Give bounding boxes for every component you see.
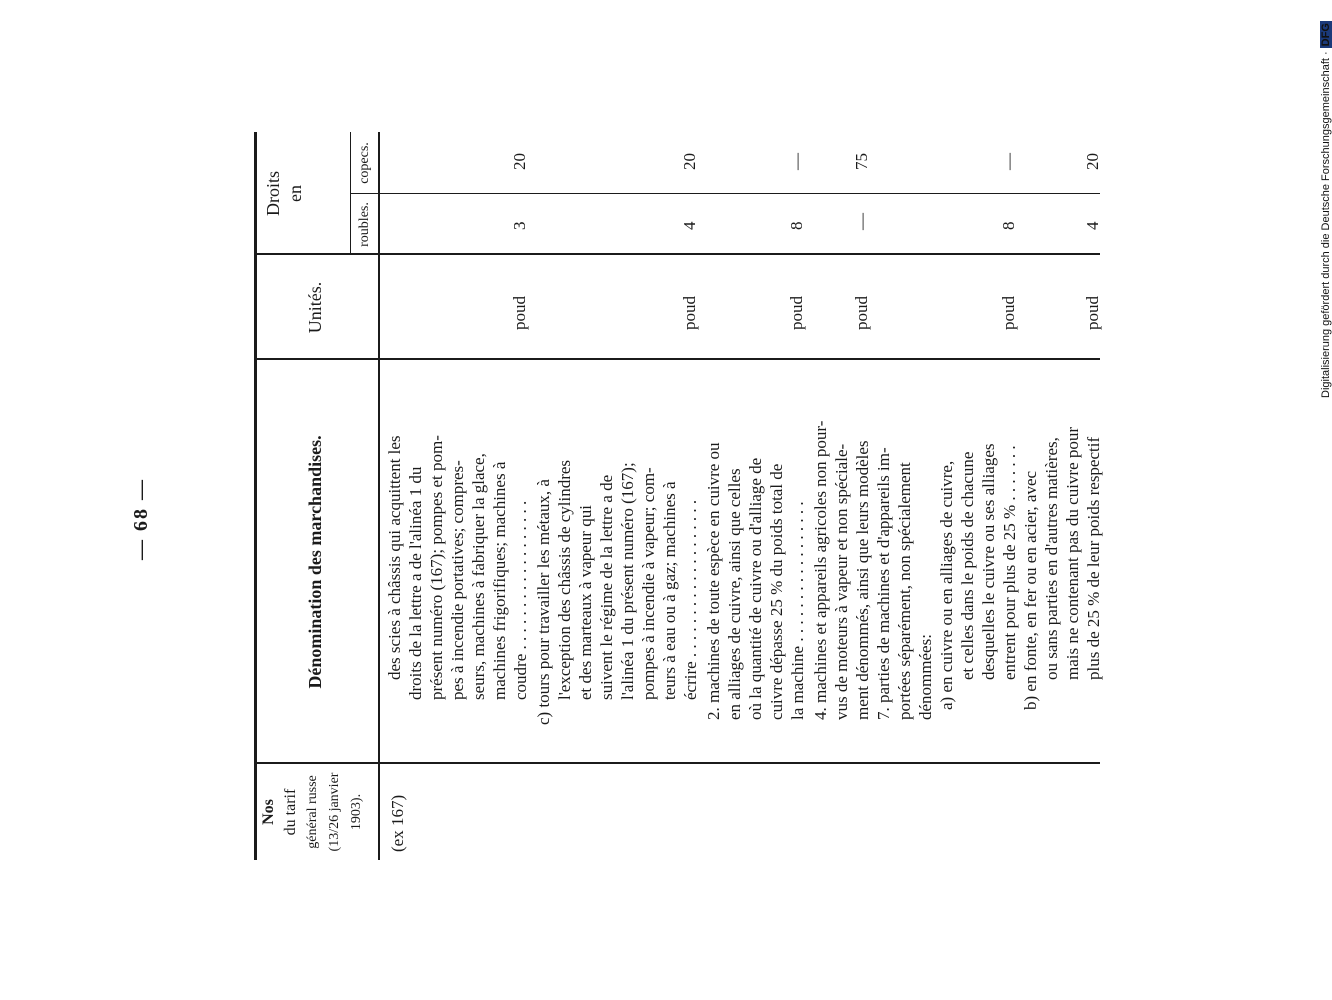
copecs-cell: 20 [1083,153,1102,170]
text-line: ou sans parties en d'autres matières, [1042,437,1061,680]
text-line: la machine . . . . . . . . . . . . . . . . . [788,501,807,720]
header-bottom-rule [378,132,380,860]
text-line: écrire . . . . . . . . . . . . . . . . . . . [681,499,700,700]
copecs-cell: — [999,153,1018,170]
text-line: suivent le régime de la lettre a de [597,474,616,700]
text-line: coudre . . . . . . . . . . . . . . . . . . [511,500,530,700]
text-line: desquelles le cuivre ou ses alliages [979,443,998,680]
roubles-cell: 8 [787,221,806,230]
copecs-cell: 20 [680,153,699,170]
roubles-cell: 8 [999,221,1018,230]
copecs-cell: — [787,153,806,170]
header-roubles: roubles. [357,202,372,247]
header-no-line3: général russe [305,775,320,849]
text-line: l'exception des châssis de cylindres [555,459,574,700]
text-line: présent numéro (167); pompes et pom- [427,435,446,700]
text-line: 4. machines et appareils agricoles non pour- [811,420,830,720]
dfg-logo: DFG [1320,23,1332,47]
header-droits-line2: en [285,185,305,202]
header-unites: Unités. [305,281,325,334]
text-line: et des marteaux à vapeur qui [576,505,595,700]
header-no-line4: (13/26 janvier [327,772,342,852]
unit-cell: poud [787,296,806,330]
text-line: droits de la lettre a de l'alinéa 1 du [406,466,425,700]
header-denomination: Dénomination des marchandises. [305,435,325,689]
copecs-cell: 20 [510,153,529,170]
unit-cell: poud [680,296,699,330]
text-line: machines frigorifiques; machines à [490,461,509,700]
text-line: ment dénommés, ainsi que leurs modèles [853,440,872,720]
col-rule-1 [254,762,1100,764]
text-line: 2. machines de toute espèce en cuivre ou [704,442,723,720]
text-line: où la quantité de cuivre ou d'alliage de [746,457,765,720]
header-tarif-number [258,764,368,860]
unit-cell: poud [510,296,529,330]
digitization-credit [1308,8,1332,398]
col-rule-2 [254,358,1100,360]
text-line: l'alinéa 1 du présent numéro (167); [618,462,637,700]
text-line: pes à incendie portatives; compres- [448,460,467,700]
page-number: — 68 — [130,478,152,560]
text-line: dénommées: [916,634,935,720]
header-droits [262,132,306,255]
text-line: b) en fonte, en fer ou en acier, avec [1021,470,1040,710]
text-line: 7. parties de machines et d'appareils im- [874,447,893,720]
text-line: entrent pour plus de 25 % . . . . . . . [1000,445,1019,680]
tariff-number: (ex 167) [388,794,407,852]
copecs-cell: 75 [852,153,871,170]
header-no-line5: 1903). [349,793,364,831]
header-no-line1: Nos [260,799,277,825]
roubles-cell: 4 [680,221,699,230]
credit-text: Digitalisierung gefördert durch die Deutsche Forschungsgemeinschaft · [1320,51,1332,398]
text-line: a) en cuivre ou en alliages de cuivre, [937,460,956,710]
roubles-cell: — [852,213,871,230]
text-line: portées séparément, non spécialement [895,462,914,720]
header-droits-line1: Droits [263,171,283,216]
unit-cell: poud [999,296,1018,330]
text-line: plus de 25 % de leur poids respectif [1084,436,1103,680]
header-copecs: copecs. [357,142,372,184]
roubles-cell: 4 [1083,221,1102,230]
text-line: teurs à eau ou à gaz; machines à [660,481,679,700]
text-line: pompes à incendie à vapeur; com- [639,467,658,700]
unit-cell: poud [1083,296,1102,330]
text-line: vus de moteurs à vapeur et non spéciale- [832,443,851,720]
text-line: en alliages de cuivre, ainsi que celles [725,468,744,720]
text-line: seurs, machines à fabriquer la glace, [469,453,488,700]
col-rule-3 [254,253,1100,255]
table-top-rule [254,132,257,860]
roubles-cell: 3 [510,221,529,230]
unit-cell: poud [852,296,871,330]
text-line: cuivre dépasse 25 % du poids total de [767,463,786,720]
credit-text-wrapper [1320,21,1332,398]
text-line: des scies à châssis qui acquittent les [385,435,404,680]
header-no-line2: du tarif [282,788,299,836]
text-line: mais ne contenant pas du cuivre pour [1063,426,1082,680]
text-line: et celles dans le poids de chacune [958,451,977,680]
col-rule-4 [350,193,1100,194]
text-line: c) tours pour travailler les métaux, à [534,479,553,725]
